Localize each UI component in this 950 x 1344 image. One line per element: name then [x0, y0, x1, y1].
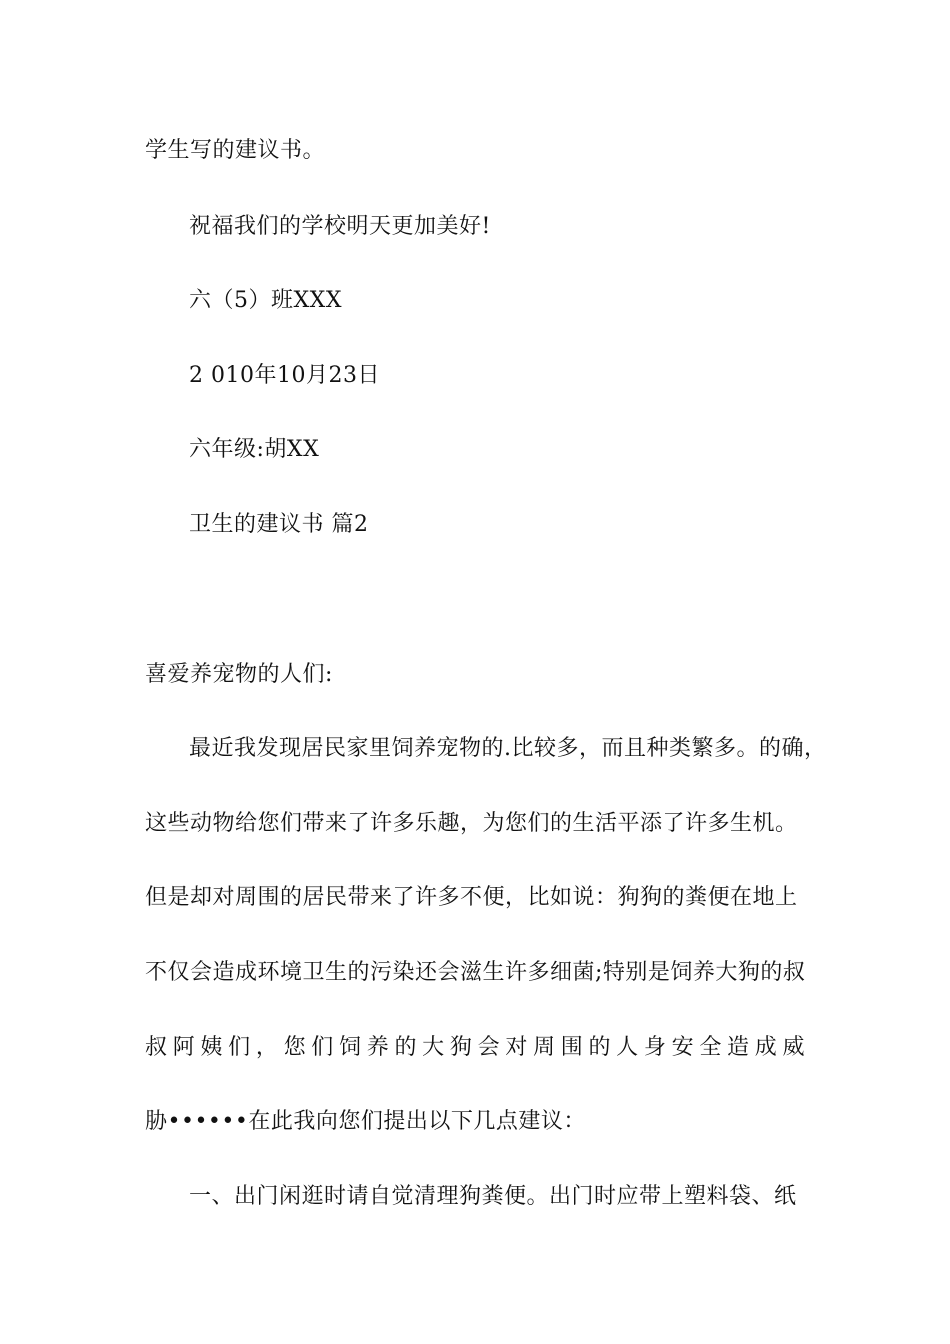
signature-class: 六（5）班XXX — [189, 288, 342, 313]
text-line-wish: 祝福我们的学校明天更加美好! — [189, 214, 491, 239]
paragraph-line: 不仅会造成环境卫生的污染还会滋生许多细菌;特别是饲养大狗的叔 — [145, 960, 806, 985]
paragraph-line: 但是却对周围的居民带来了许多不便，比如说：狗狗的粪便在地上 — [145, 885, 798, 910]
signature-date: 2 010年10月23日 — [189, 363, 380, 388]
section-heading: 卫生的建议书 篇2 — [189, 512, 369, 537]
letter-salutation: 喜爱养宠物的人们: — [145, 662, 333, 687]
suggestion-item: 一、出门闲逛时请自觉清理狗粪便。出门时应带上塑料袋、纸 — [189, 1184, 797, 1209]
paragraph-line: 这些动物给您们带来了许多乐趣，为您们的生活平添了许多生机。 — [145, 811, 798, 836]
paragraph-line: 最近我发现居民家里饲养宠物的.比较多，而且种类繁多。的确， — [189, 736, 827, 761]
signature-grade: 六年级:胡XX — [189, 437, 320, 462]
text-line-closing-sentence: 学生写的建议书。 — [145, 138, 326, 163]
paragraph-line: 胁••••••在此我向您们提出以下几点建议： — [145, 1109, 586, 1134]
paragraph-line: 叔阿姨们，您们饲养的大狗会对周围的人身安全造成威 — [145, 1035, 805, 1060]
